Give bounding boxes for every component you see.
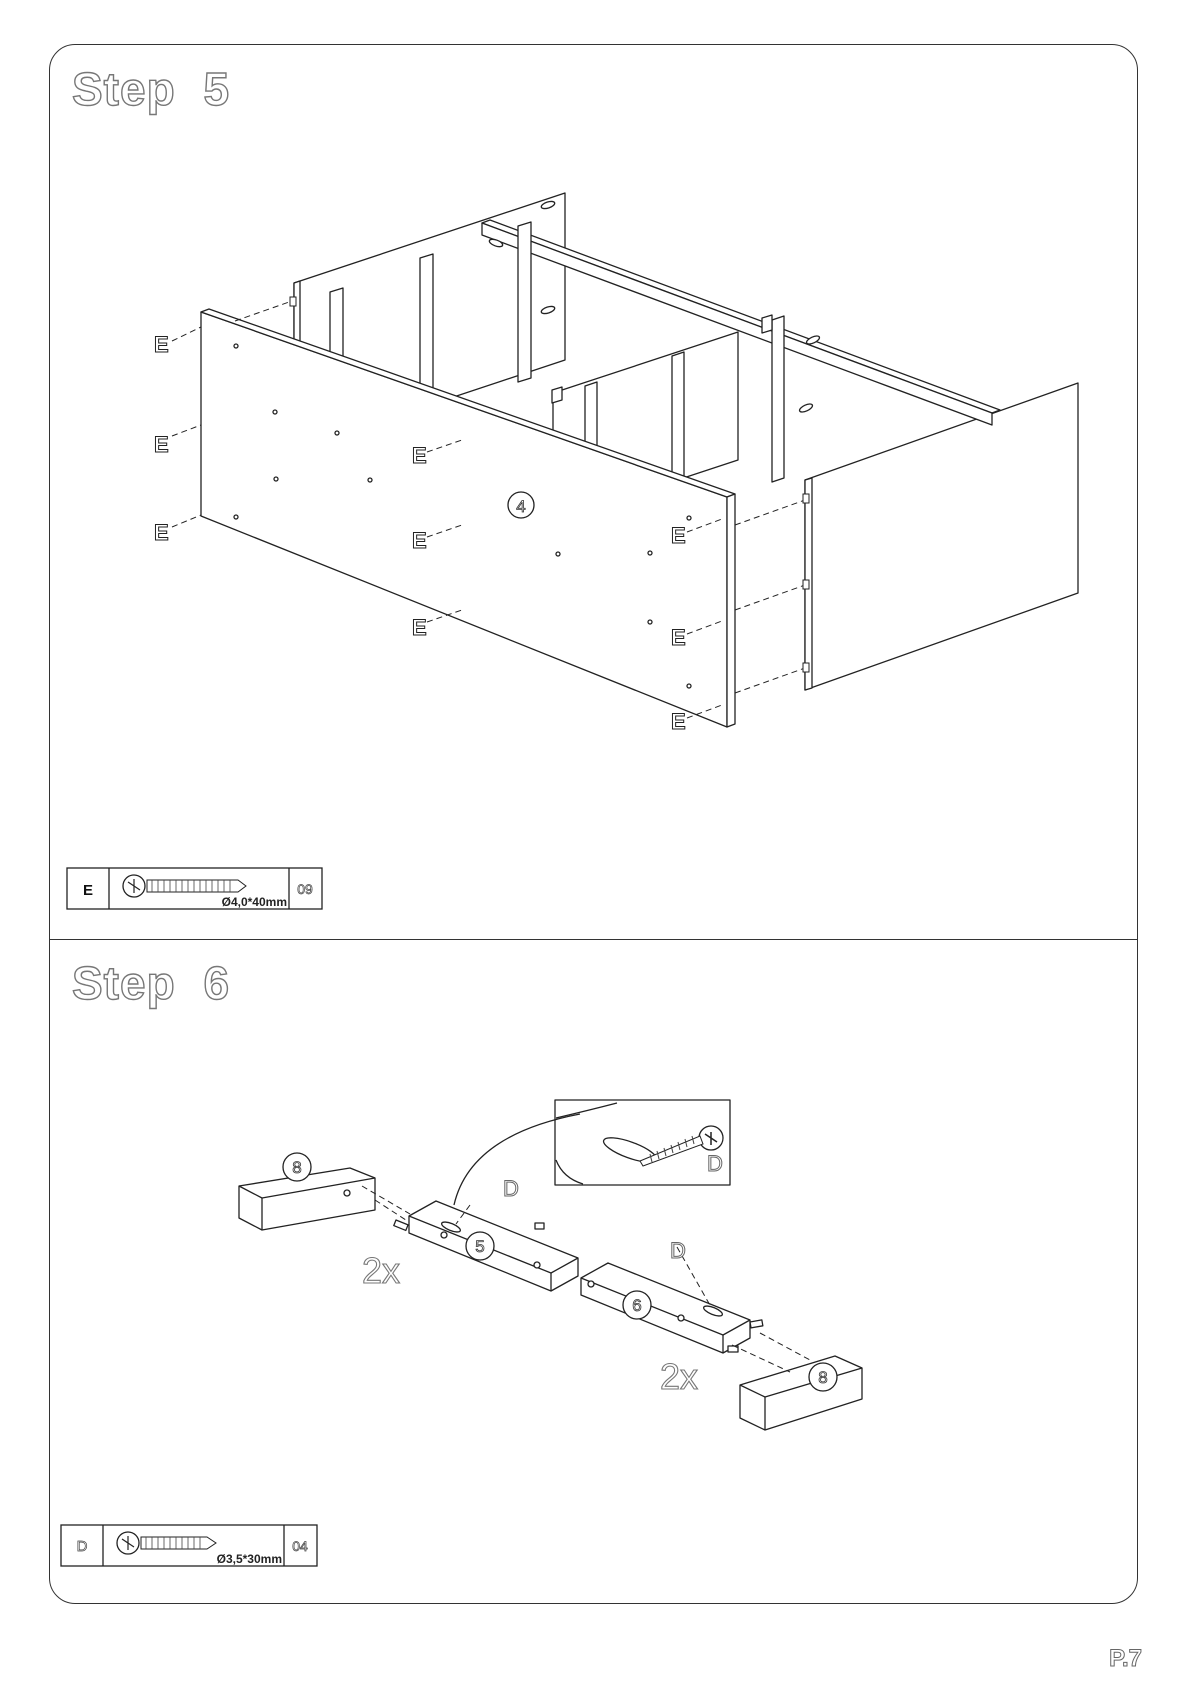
fastener-label-e: E	[154, 332, 169, 357]
fastener-label-e: E	[412, 528, 427, 553]
page-number: P.7	[1109, 1645, 1142, 1672]
part-number-8-right: 8	[818, 1368, 828, 1387]
part-number-4: 4	[516, 497, 526, 516]
fastener-label-e: E	[671, 523, 686, 548]
hardware-qty-e: 09	[297, 881, 313, 897]
fastener-label-d: D	[670, 1238, 686, 1263]
fastener-label-d: D	[503, 1176, 519, 1201]
right-foot-part-8	[740, 1356, 862, 1430]
hardware-letter-e: E	[82, 882, 94, 899]
detail-label-d: D	[707, 1151, 723, 1176]
fastener-label-e: E	[154, 432, 169, 457]
quantity-multiplier-right: 2x	[660, 1356, 699, 1397]
hardware-size-d: Ø3,5*30mm	[216, 1552, 282, 1566]
fastener-label-e: E	[154, 520, 169, 545]
fastener-label-e: E	[412, 443, 427, 468]
fastener-label-e: E	[671, 625, 686, 650]
hardware-letter-d: D	[76, 1538, 88, 1555]
fastener-label-e: E	[412, 615, 427, 640]
fastener-label-e: E	[671, 709, 686, 734]
right-side-panel	[805, 383, 1078, 690]
rail-part-6	[581, 1263, 750, 1353]
step-6-title: Step 6	[72, 957, 231, 1009]
hardware-size-e: Ø4,0*40mm	[221, 895, 287, 909]
part-number-6: 6	[632, 1296, 642, 1315]
hardware-qty-d: 04	[292, 1538, 308, 1554]
part-number-8-left: 8	[292, 1158, 302, 1177]
step-5-title: Step 5	[72, 63, 231, 115]
quantity-multiplier-left: 2x	[362, 1250, 401, 1291]
part-number-5: 5	[475, 1237, 485, 1256]
